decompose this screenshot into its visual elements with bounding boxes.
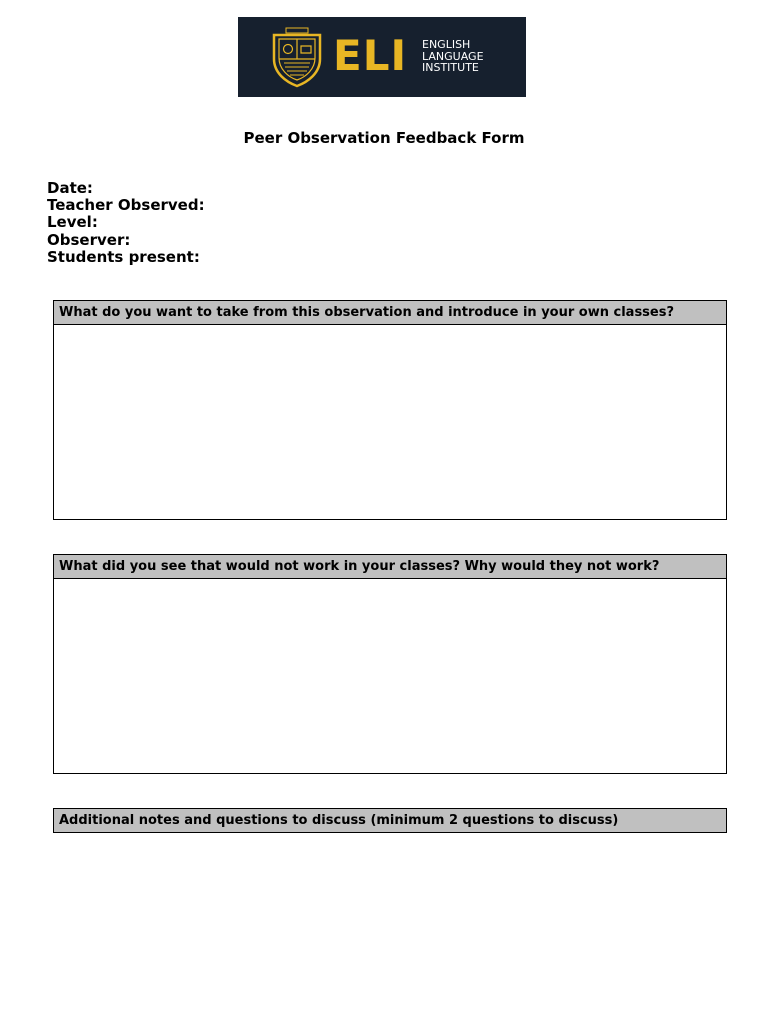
field-level-label: Level: [47,213,98,232]
logo-mark: ELI [333,31,408,80]
crest-icon [268,25,326,89]
field-date-label: Date: [47,179,93,197]
section-additional-notes [53,808,727,833]
field-observer-label: Observer: [47,230,131,249]
section-take-away-heading: What do you want to take from this observation and introduce in your own classes? [54,301,726,325]
section-additional-notes-heading: Additional notes and questions to discuss (minimum 2 questions to discuss) [54,809,726,832]
field-teacher-observed-label: Teacher Observed: [47,196,205,215]
form-title: Peer Observation Feedback Form [243,129,525,147]
section-would-not-work [53,554,727,774]
section-would-not-work-heading: What did you see that would not work in your classes? Why would they not work? [54,555,726,579]
section-take-away [53,300,727,520]
logo-line-language: LANGUAGE [422,49,484,63]
eli-logo-banner [238,17,526,97]
field-students-present-label: Students present: [47,247,200,266]
form-fields [47,180,205,266]
logo-institute-name [422,39,522,74]
logo-line-institute: INSTITUTE [422,61,479,74]
logo-line-english: ENGLISH [422,38,471,51]
